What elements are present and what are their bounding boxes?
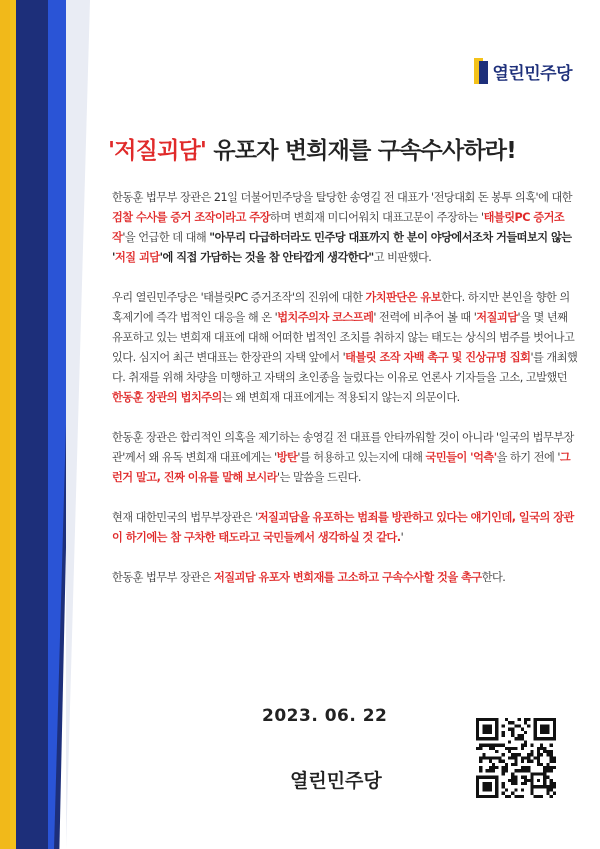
yellow-edge-decoration — [0, 0, 10, 849]
highlighted-text: 한동훈 장관의 법치주의 — [112, 391, 222, 404]
light-stripe-decoration — [66, 0, 106, 849]
title-rest: 유포자 변희재를 구속수사하라! — [206, 138, 516, 164]
party-logo-mark-icon — [474, 58, 488, 84]
paragraph-5 — [112, 568, 578, 588]
statement-title — [108, 132, 578, 165]
highlighted-text: 저질괴담을 유포하는 범죄를 방관하고 있다는 — [257, 511, 471, 524]
statement-date: 2023. 06. 22 — [262, 706, 388, 726]
highlighted-text: 국민들이 '억측' — [425, 451, 497, 464]
body-text: 하며 변희재 미디어워치 대표고문이 주장하는 ' — [269, 211, 484, 224]
party-logo-text: 열린민주당 — [492, 63, 572, 84]
title-highlight: '저질괴담' — [108, 138, 207, 164]
highlighted-text: 저질괴담 — [476, 311, 518, 324]
paragraph-1 — [112, 188, 578, 268]
highlighted-text: 그런거 말고, 진짜 이유를 말해 보시라 — [112, 451, 571, 484]
body-text: 한동훈 법무부 장관은 — [112, 571, 214, 584]
body-text: 한다. 하지만 본인을 향한 의혹제기에 즉각 법적인 대응을 해 온 ' — [112, 291, 570, 324]
body-text: '는 말씀을 드린다. — [277, 471, 361, 484]
highlighted-text: 가치판단은 유보 — [365, 291, 442, 304]
qr-code-icon — [476, 718, 556, 798]
body-text: '를 개최했다. 취재를 위해 차량을 미행하고 자택의 초인종을 눌렀다는 이유로 언론사 기자들을 고소, 고발했던 — [112, 351, 578, 384]
body-text: 우리 열린민주당은 '태블릿PC 증거조작'의 진위에 대한 — [112, 291, 366, 304]
body-text: 한동훈 법무부 장관은 21일 더불어민주당을 탈당한 송영길 전 대표가 '전당대회 돈 봉투 의혹'에 대한 — [112, 191, 573, 204]
body-text: ' — [400, 531, 404, 544]
body-text: 현재 대한민국의 법무부장관은 ' — [112, 511, 258, 524]
body-text: 는 왜 변희재 대표에게는 적용되지 않는지 의문이다. — [221, 391, 460, 404]
body-text: 고 비판했다. — [373, 251, 432, 264]
highlighted-text: 검찰 수사를 증거 조작이라고 주장 — [112, 211, 270, 224]
paragraph-3 — [112, 428, 578, 488]
highlighted-text: 법치주의자 코스프레 — [277, 311, 374, 324]
bold-quote-text: "아무리 다급하더라도 민주당 대표까지 한 분이 야당에서조차 거들떠보지 않는 ' — [112, 231, 572, 264]
highlighted-text: 태블릿 조작 자백 촉구 및 진상규명 집회 — [345, 351, 531, 364]
highlighted-text: 태블릿PC 증거조작 — [112, 211, 565, 244]
body-text: '을 언급한 데 대해 — [122, 231, 210, 244]
body-text: '를 허용하고 있는지에 대해 — [297, 451, 426, 464]
highlighted-text: 저질 괴담 — [114, 251, 160, 264]
body-text: ' 전력에 비추어 볼 때 ' — [373, 311, 477, 324]
body-text: '을 몇 년째 유포하고 있는 변희재 대표에 대해 어떠한 법적인 조치를 취하지 않는 태도는 상식의 범주를 벗어나고 있다. 심지어 최근 변대표는 한장관의 자택 앞에서 ' — [112, 311, 575, 364]
highlighted-text: 저질괴담 유포자 변희재를 고소하고 구속수사할 것을 촉구 — [213, 571, 482, 584]
paragraph-2 — [112, 288, 578, 408]
body-text: 을 하기 전에 ' — [496, 451, 560, 464]
highlighted-text: 얘기인데, 일국의 장관이 하기에는 참 구차한 태도라고 국민들께서 생각하실 것 같다. — [112, 511, 574, 544]
signature: 열린민주당 — [290, 770, 382, 792]
statement-body — [112, 188, 578, 608]
paragraph-4 — [112, 508, 578, 548]
highlighted-text: 방탄 — [276, 451, 298, 464]
party-logo — [474, 58, 572, 84]
body-text: 한다. — [481, 571, 506, 584]
body-text: 한동훈 장관은 합리적인 의혹을 제기하는 송영길 전 대표를 안타까워할 것이 아니라 '일국의 법무부장관'께서 왜 유독 변희재 대표에게는 ' — [112, 431, 574, 464]
bold-quote-text: '에 직접 가담하는 것을 참 안타깝게 생각한다" — [159, 251, 374, 264]
